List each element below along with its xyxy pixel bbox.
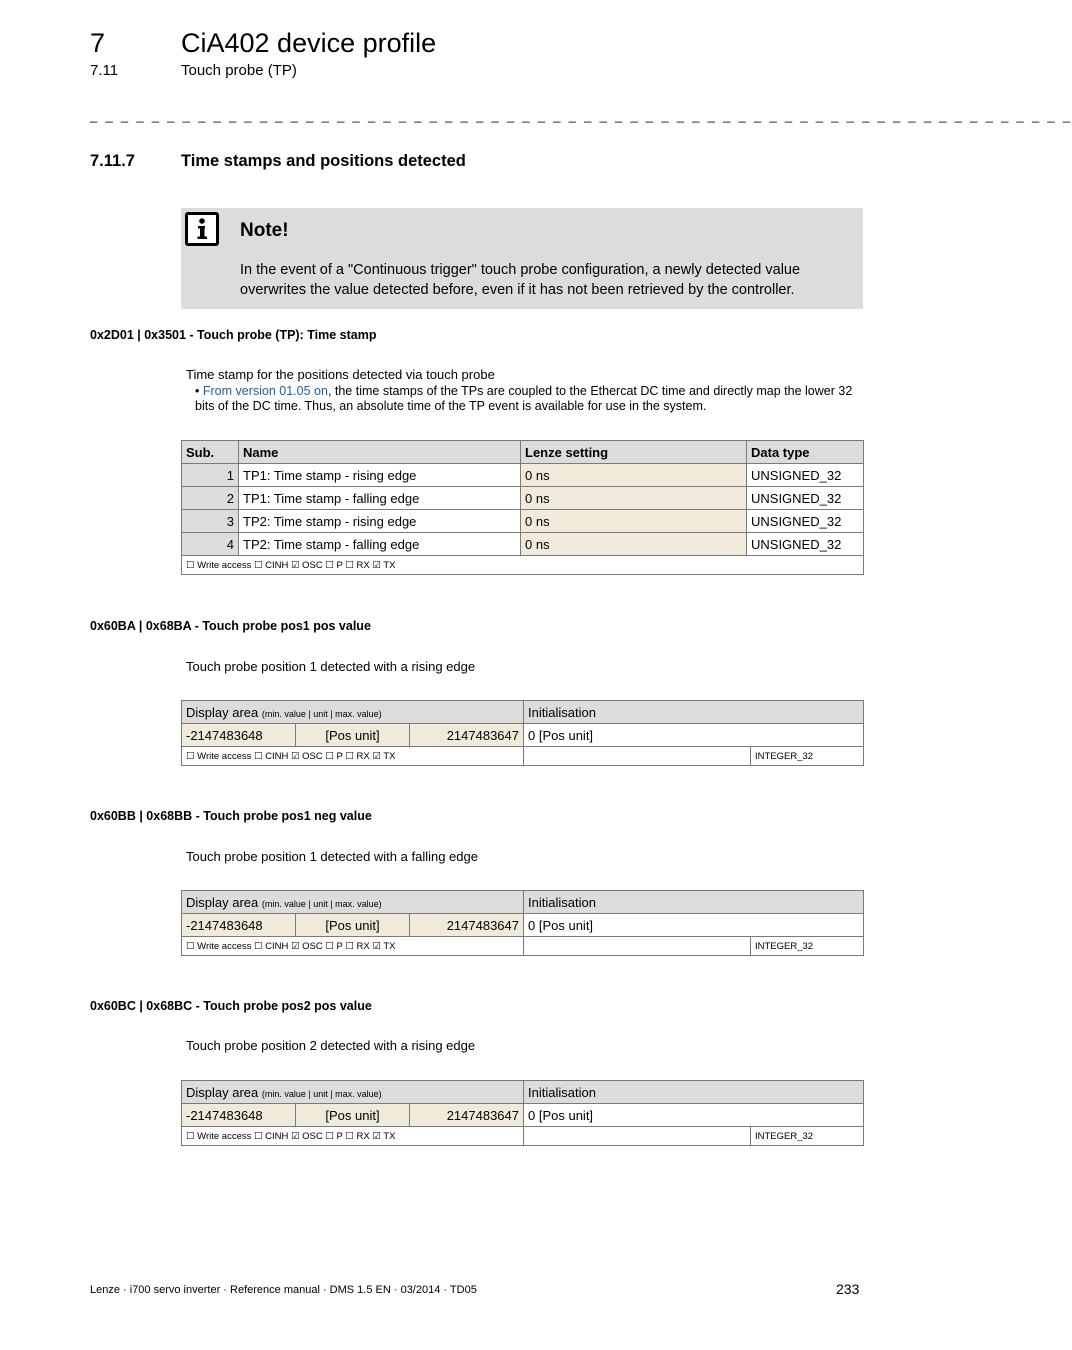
subsection-title: Time stamps and positions detected [181,152,466,170]
note-box [181,208,863,309]
max-value: 2147483647 [410,1104,524,1127]
object-description: Touch probe position 1 detected with a rising edge [186,659,476,674]
bullet-text: , the time stamps of the TPs are coupled to the Ethercat DC time and directly map the lower 32 bits of the DC time. Thus, an absolute time of the TP event is available for use in the system. [195,384,853,413]
note-text: In the event of a "Continuous trigger" touch probe configuration, a newly detected value overwrites the value detected before, even if it has not been retrieved by the controller. [240,262,801,298]
page-number: 233 [836,1281,860,1297]
display-area-header: Display area (min. value | unit | max. value) [182,891,524,914]
access-flags: ☐ Write access ☐ CINH ☑ OSC ☐ P ☐ RX ☑ TX [182,747,524,766]
max-value: 2147483647 [410,914,524,937]
pos2-pos-table [181,1080,864,1146]
object-heading-pos1-neg: 0x60BB | 0x68BB - Touch probe pos1 neg value [90,809,372,823]
cell-setting: 0 ns [521,510,747,533]
cell-setting: 0 ns [521,533,747,556]
object-description: Touch probe position 2 detected with a rising edge [186,1038,476,1053]
header-separator: _ _ _ _ _ _ _ _ _ _ _ _ _ _ _ _ _ _ _ _ _ _ _ _ _ _ _ _ _ _ _ _ _ _ _ _ _ _ _ _ _ _ _ _ _ _ _ _ _ _ _ _ _ _ _ _ _ _ _ _ _ _ _ _ [90,108,1072,123]
table-row [182,487,864,510]
cell-type: UNSIGNED_32 [747,487,864,510]
section-number: 7.11 [90,62,119,79]
init-value: 0 [Pos unit] [524,914,864,937]
pos1-neg-table [181,890,864,956]
cell-sub: 1 [182,464,239,487]
access-flags: ☐ Write access ☐ CINH ☑ OSC ☐ P ☐ RX ☑ TX [182,937,524,956]
unit-value: [Pos unit] [296,914,410,937]
cell-type: UNSIGNED_32 [747,533,864,556]
time-stamp-table [181,440,864,575]
object-description: Time stamp for the positions detected via touch probe [186,367,495,382]
col-header-sub: Sub. [182,441,239,464]
cell-sub: 4 [182,533,239,556]
cell-setting: 0 ns [521,464,747,487]
chapter-title: CiA402 device profile [181,28,437,58]
bullet-marker: • [195,384,200,398]
cell-sub: 2 [182,487,239,510]
footer-text: Lenze · i700 servo inverter · Reference manual · DMS 1.5 EN · 03/2014 · TD05 [90,1284,477,1296]
table-row [182,464,864,487]
cell-name: TP2: Time stamp - falling edge [239,533,521,556]
table-row [182,533,864,556]
object-description: Touch probe position 1 detected with a falling edge [186,849,478,864]
data-type: INTEGER_32 [751,937,864,956]
init-value: 0 [Pos unit] [524,1104,864,1127]
col-header-name: Name [239,441,521,464]
cell-name: TP1: Time stamp - falling edge [239,487,521,510]
display-area-header: Display area (min. value | unit | max. value) [182,701,524,724]
section-title: Touch probe (TP) [181,62,297,79]
unit-value: [Pos unit] [296,1104,410,1127]
object-heading-pos1-pos: 0x60BA | 0x68BA - Touch probe pos1 pos value [90,619,371,633]
init-value: 0 [Pos unit] [524,724,864,747]
access-flags: ☐ Write access ☐ CINH ☑ OSC ☐ P ☐ RX ☑ TX [182,1127,524,1146]
note-title: Note! [240,220,289,241]
table-row [182,510,864,533]
display-area-header: Display area (min. value | unit | max. value) [182,1081,524,1104]
cell-name: TP1: Time stamp - rising edge [239,464,521,487]
col-header-type: Data type [747,441,864,464]
cell-sub: 3 [182,510,239,533]
chapter-number: 7 [90,28,106,58]
min-value: -2147483648 [182,914,296,937]
subsection-number: 7.11.7 [90,152,135,170]
col-header-setting: Lenze setting [521,441,747,464]
access-flags: ☐ Write access ☐ CINH ☑ OSC ☐ P ☐ RX ☑ TX [182,556,864,575]
cell-name: TP2: Time stamp - rising edge [239,510,521,533]
info-icon [185,212,219,246]
data-type: INTEGER_32 [751,1127,864,1146]
pos1-pos-table [181,700,864,766]
version-link[interactable]: From version 01.05 on [202,384,328,398]
min-value: -2147483648 [182,1104,296,1127]
data-type: INTEGER_32 [751,747,864,766]
unit-value: [Pos unit] [296,724,410,747]
initialisation-header: Initialisation [524,891,864,914]
object-heading-time-stamp: 0x2D01 | 0x3501 - Touch probe (TP): Time stamp [90,328,377,342]
max-value: 2147483647 [410,724,524,747]
cell-type: UNSIGNED_32 [747,510,864,533]
initialisation-header: Initialisation [524,1081,864,1104]
object-heading-pos2-pos: 0x60BC | 0x68BC - Touch probe pos2 pos value [90,999,372,1013]
min-value: -2147483648 [182,724,296,747]
cell-type: UNSIGNED_32 [747,464,864,487]
cell-setting: 0 ns [521,487,747,510]
bullet-item [195,384,863,414]
initialisation-header: Initialisation [524,701,864,724]
